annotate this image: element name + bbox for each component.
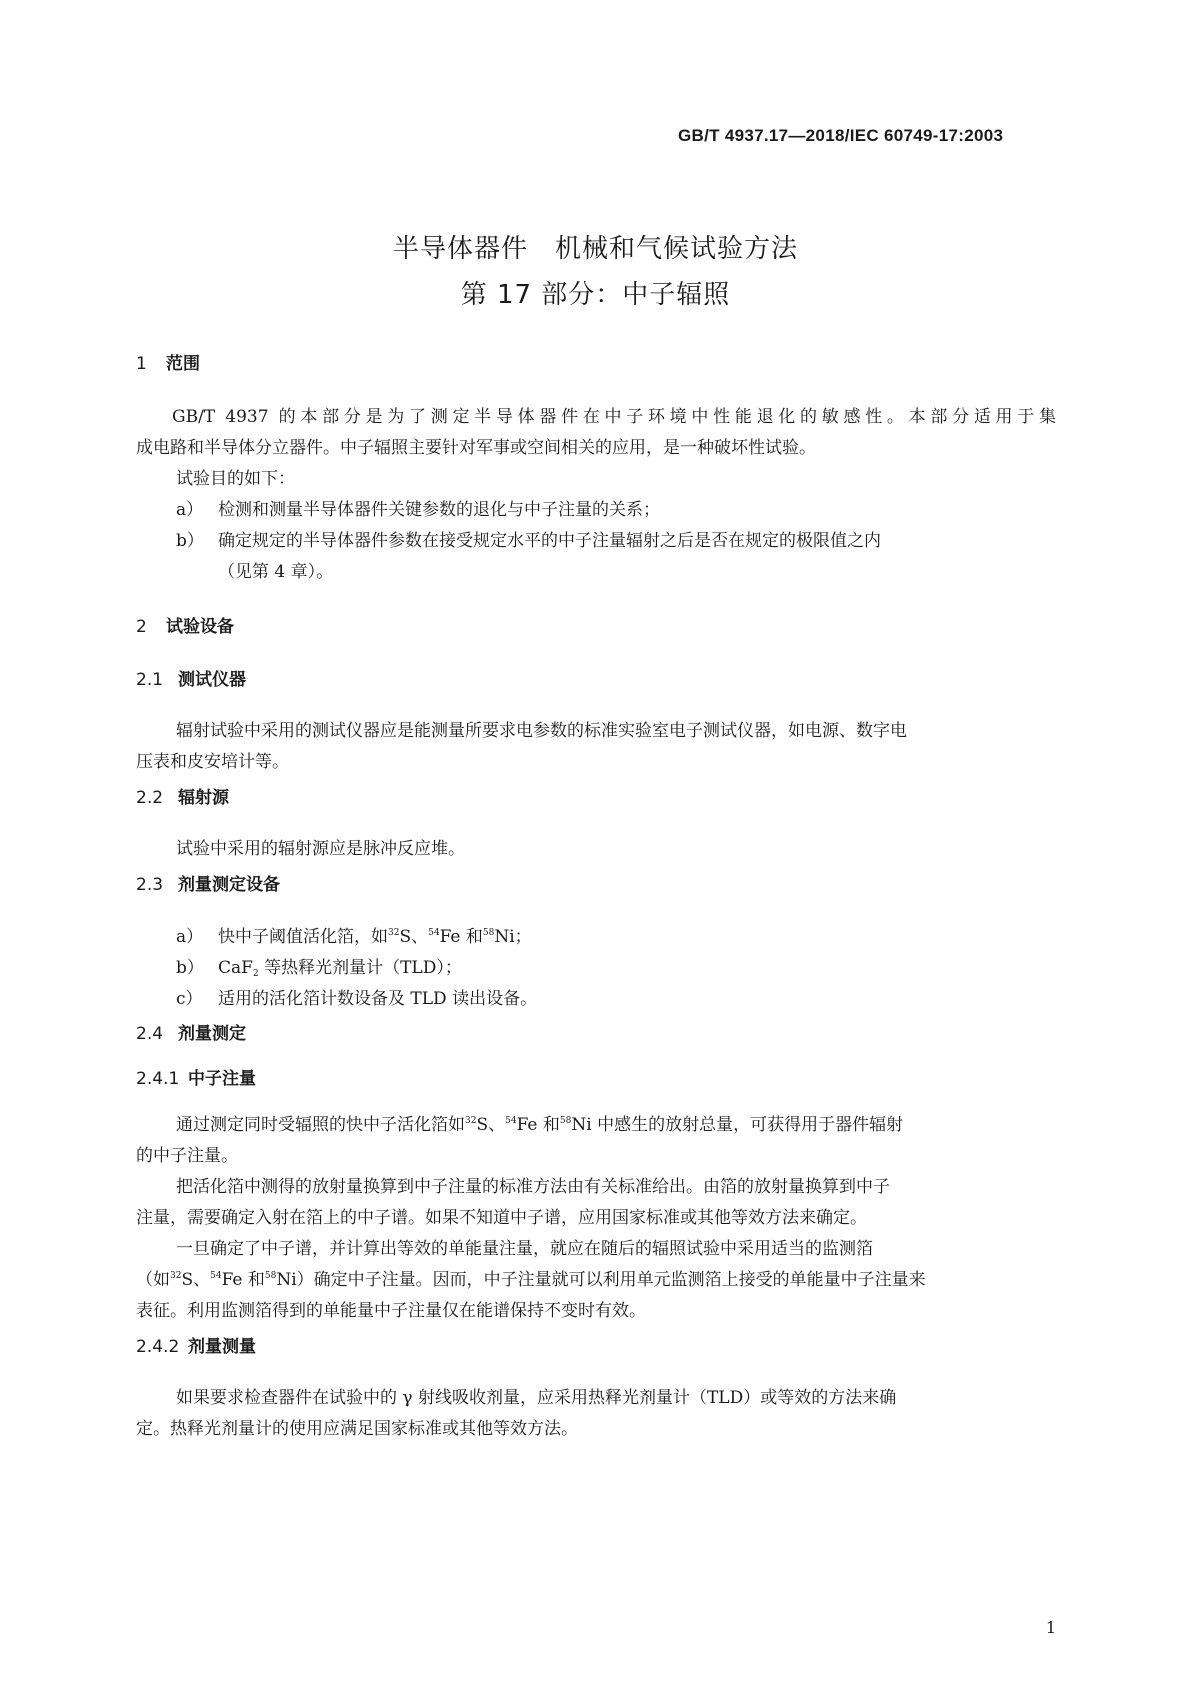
subscript: 2 xyxy=(252,969,259,979)
section-number: 2.2 xyxy=(136,788,164,808)
test-instrument-line2: 压表和皮安培计等。 xyxy=(136,752,289,772)
superscript: 54 xyxy=(505,1116,517,1126)
fluence-para2-line2: 注量，需要确定入射在箔上的中子谱。如果不知道中子谱，应用国家标准或其他等效方法来确定。 xyxy=(136,1208,867,1228)
list-label: b） xyxy=(176,531,204,551)
standard-code: GB/T 4937.17—2018/IEC 60749-17:2003 xyxy=(678,126,1004,145)
section-2-3-heading xyxy=(136,870,280,895)
section-title: 试验设备 xyxy=(166,617,234,637)
text: CaF xyxy=(218,958,253,978)
superscript: 54 xyxy=(428,928,440,938)
list-item-b-continuation: （见第 4 章）。 xyxy=(218,562,334,582)
section-title: 剂量测定设备 xyxy=(178,875,280,895)
section-number: 2.4.2 xyxy=(136,1337,180,1357)
superscript: 58 xyxy=(264,1271,277,1281)
list-text: 检测和测量半导体器件关键参数的退化与中子注量的关系； xyxy=(218,500,660,520)
scope-paragraph-line2: 成电路和半导体分立器件。中子辐照主要针对军事或空间相关的应用，是一种破坏性试验。 xyxy=(136,438,816,458)
document-title-line1: 半导体器件 机械和气候试验方法 xyxy=(392,234,798,264)
section-number: 2 xyxy=(136,617,147,637)
section-2-4-2-heading xyxy=(136,1332,256,1357)
section-2-1-heading xyxy=(136,665,246,690)
text: Fe 和 xyxy=(516,1115,560,1135)
purpose-intro: 试验目的如下： xyxy=(176,469,295,489)
section-number: 2.4.1 xyxy=(136,1069,180,1089)
text: 等热释光剂量计（TLD）； xyxy=(258,958,462,978)
section-title: 测试仪器 xyxy=(178,670,246,690)
dose-measurement-line2: 定。热释光剂量计的使用应满足国家标准或其他等效方法。 xyxy=(136,1419,578,1439)
section-number: 1 xyxy=(136,354,147,374)
list-item-a xyxy=(176,495,660,520)
page-number: 1 xyxy=(1045,1618,1056,1637)
text: S、 xyxy=(476,1115,506,1135)
text: Fe 和 xyxy=(221,1270,265,1290)
fluence-para2-line1: 把活化箔中测得的放射量换算到中子注量的标准方法由有关标准给出。由箔的放射量换算到中子 xyxy=(176,1177,890,1197)
superscript: 32 xyxy=(465,1116,477,1126)
section-title: 中子注量 xyxy=(188,1069,256,1089)
section-number: 2.3 xyxy=(136,875,164,895)
scope-paragraph-line1 xyxy=(136,402,1056,433)
section-number: 2.1 xyxy=(136,670,164,690)
dose-measurement-line1: 如果要求检查器件在试验中的 γ 射线吸收剂量，应采用热释光剂量计（TLD）或等效的方法来确 xyxy=(176,1388,897,1408)
test-instrument-line1: 辐射试验中采用的测试仪器应是能测量所要求电参数的标准实验室电子测试仪器，如电源、数字电 xyxy=(176,721,907,741)
document-title-line2: 第 17 部分：中子辐照 xyxy=(460,280,731,310)
fluence-para1-line1 xyxy=(176,1110,903,1135)
text: S、 xyxy=(181,1270,211,1290)
text: 快中子阈值活化箔，如 xyxy=(218,927,388,947)
text: Fe 和 xyxy=(439,927,483,947)
text: GB/T 4937 的本部分是为了测定半导体器件在中子环境中性能退化的敏感性。本部分适用于集 xyxy=(172,407,1056,427)
dosimetry-item-c xyxy=(176,984,537,1009)
fluence-para3-line2 xyxy=(136,1265,926,1290)
superscript: 32 xyxy=(170,1271,182,1281)
superscript: 32 xyxy=(388,928,400,938)
superscript: 54 xyxy=(210,1271,222,1281)
text: Ni 中感生的放射总量，可获得用于器件辐射 xyxy=(571,1115,904,1135)
fluence-para3-line1: 一旦确定了中子谱，并计算出等效的单能量注量，就应在随后的辐照试验中采用适当的监测箔 xyxy=(176,1239,873,1259)
fluence-para1-line2: 的中子注量。 xyxy=(136,1146,238,1166)
dosimetry-item-a xyxy=(176,922,532,947)
list-label: c） xyxy=(176,989,203,1009)
dosimetry-item-b xyxy=(176,953,462,978)
list-text: 确定规定的半导体器件参数在接受规定水平的中子注量辐射之后是否在规定的极限值之内 xyxy=(218,531,881,551)
list-label: b） xyxy=(176,958,204,978)
text: Ni； xyxy=(494,927,532,947)
section-2-4-heading xyxy=(136,1019,246,1044)
radiation-source-text: 试验中采用的辐射源应是脉冲反应堆。 xyxy=(176,839,465,859)
section-number: 2.4 xyxy=(136,1024,164,1044)
section-1-heading xyxy=(136,349,200,374)
section-title: 辐射源 xyxy=(178,788,229,808)
list-item-b xyxy=(176,526,881,551)
section-2-2-heading xyxy=(136,783,229,808)
text: S、 xyxy=(399,927,429,947)
text: Ni）确定中子注量。因而，中子注量就可以利用单元监测箔上接受的单能量中子注量来 xyxy=(276,1270,926,1290)
text: （如 xyxy=(136,1270,170,1290)
text: 适用的活化箔计数设备及 TLD 读出设备。 xyxy=(218,989,538,1009)
section-2-4-1-heading xyxy=(136,1064,256,1089)
list-label: a） xyxy=(176,500,204,520)
section-title: 范围 xyxy=(166,354,200,374)
superscript: 58 xyxy=(482,928,495,938)
superscript: 58 xyxy=(559,1116,572,1126)
section-2-heading xyxy=(136,612,234,637)
list-label: a） xyxy=(176,927,204,947)
section-title: 剂量测定 xyxy=(178,1024,246,1044)
section-title: 剂量测量 xyxy=(188,1337,256,1357)
fluence-para3-line3: 表征。利用监测箔得到的单能量中子注量仅在能谱保持不变时有效。 xyxy=(136,1301,646,1321)
text: 通过测定同时受辐照的快中子活化箔如 xyxy=(176,1115,465,1135)
